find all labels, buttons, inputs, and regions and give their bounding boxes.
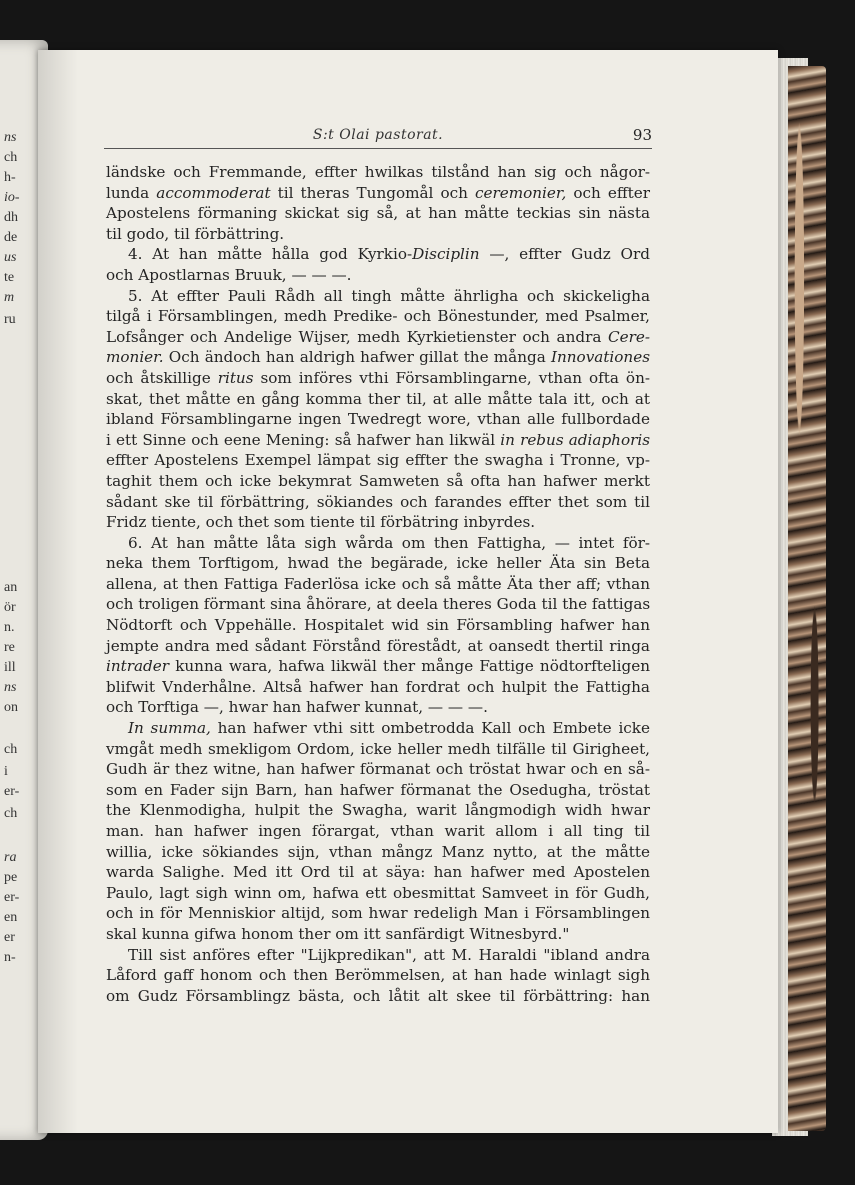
text-run: willia, icke sökiandes sijn, vthan mångz Manz nytto, at the måtte <box>106 842 650 861</box>
text-run: Apostelens förmaning skickat sig så, at han måtte teckias sin nästa <box>106 204 650 223</box>
text-line <box>106 842 650 863</box>
text-run: allena, at then Fattiga Faderlösa icke och så måtte Äta ther aff; vthan <box>106 574 650 593</box>
facing-page-fragment: n. <box>4 620 15 635</box>
text-run: Fridz tiente, och thet som tiente til förbätring inbyrdes. <box>106 513 536 532</box>
text-run: Paulo, lagt sigh winn om, hafwa ett obesmittat Samveet in för Gudh, <box>106 883 650 902</box>
italic-term: accommoderat <box>156 183 271 202</box>
facing-page-fragment: ör <box>4 600 16 615</box>
text-run: 6. At han måtte låta sigh wårda om then Fattigha, — intet för- <box>128 533 650 552</box>
running-title: S:t Olai pastorat. <box>312 127 444 143</box>
text-run: Gudh är thez witne, han hafwer förmanat och tröstat hwar och en så- <box>106 760 650 779</box>
text-run: Lofsånger och Andelige Wijser, medh Kyrkietienster och andra <box>106 327 608 346</box>
text-line <box>106 183 650 204</box>
text-line <box>106 883 650 904</box>
facing-page-fragment: n- <box>4 950 16 965</box>
italic-term: ritus <box>217 368 254 387</box>
text-run: skal kunna gifwa honom ther om itt sanfärdigt Witnesbyrd." <box>106 924 570 943</box>
facing-page-fragment: ns <box>4 680 17 695</box>
italic-term: Cere- <box>608 327 650 346</box>
text-run: och in för Menniskior altijd, som hwar redeligh Man i Församblingen <box>106 904 650 923</box>
text-line <box>106 327 650 348</box>
text-line <box>106 553 650 574</box>
facing-page-fragment: pe <box>4 870 18 885</box>
text-run: Till sist anföres efter "Lijkpredikan", att M. Haraldi "ibland andra <box>128 945 650 964</box>
italic-term: in rebus adiaphoris <box>500 430 650 449</box>
text-run: effter Apostelens Exempel lämpat sig effter the swagha i Tronne, vp- <box>106 451 650 470</box>
text-run: vmgåt medh smekligom Ordom, icke heller medh tilfälle til Girigheet, <box>106 739 650 758</box>
text-line <box>106 203 650 224</box>
text-run: taghit them och icke bekymrat Samweten så ofta han hafwer merkt <box>106 471 650 490</box>
text-run: 5. At effter Pauli Rådh all tingh måtte ährligha och skickeligha <box>128 286 650 305</box>
facing-page-fragment: ch <box>4 806 18 821</box>
text-run: 4. At han måtte hålla god Kyrkio- <box>128 245 413 264</box>
text-line <box>106 965 650 986</box>
text-run: han hafwer vthi sitt ombetrodda Kall och Embete icke <box>210 719 650 738</box>
text-run: ibland Församblingarne ingen Twedregt wore, vthan alle fullbordade <box>106 410 650 429</box>
text-run: the Klenmodigha, hulpit the Swagha, warit långmodigh widh hwar <box>106 801 650 820</box>
text-line <box>106 800 650 821</box>
text-run: om Gudz Församblingz bästa, och låtit alt skee til förbättring: han <box>106 986 650 1005</box>
facing-page-fragment: h- <box>4 170 16 185</box>
text-run: —, effter Gudz Ord <box>479 245 650 264</box>
text-line <box>106 739 650 760</box>
text-line <box>106 533 650 554</box>
text-run: och Torftiga —, hwar han hafwer kunnat, — — —. <box>106 698 488 717</box>
facing-page-fragment: er <box>4 930 15 945</box>
facing-page-fragment: ill <box>4 660 16 675</box>
facing-page-fragment: de <box>4 230 18 245</box>
italic-term: Disciplin <box>412 245 480 264</box>
text-run: Nödtorft och Vppehälle. Hospitalet wid sin Försambling hafwer han <box>106 616 650 635</box>
facing-page-fragment: ru <box>4 312 16 327</box>
text-line <box>106 903 650 924</box>
text-line <box>106 492 650 513</box>
text-line <box>106 636 650 657</box>
text-line <box>106 780 650 801</box>
text-line <box>106 718 650 739</box>
text-run: tilgå i Församblingen, medh Predike- och Bönestunder, med Psalmer, <box>106 307 650 326</box>
text-line <box>106 409 650 430</box>
text-line <box>106 759 650 780</box>
text-line <box>106 862 650 883</box>
italic-term: monier. <box>106 348 164 367</box>
facing-page-fragment: ra <box>4 850 17 865</box>
text-run: och Apostlarnas Bruuk, — — —. <box>106 265 352 284</box>
facing-page-fragment: en <box>4 910 18 925</box>
text-line <box>106 450 650 471</box>
text-line <box>106 286 650 307</box>
facing-page-fragment: te <box>4 270 15 285</box>
italic-term: In summa, <box>128 719 211 738</box>
facing-page-fragment: er- <box>4 784 20 799</box>
facing-page-fragment: m <box>4 290 15 305</box>
marbled-book-edge <box>788 66 826 1131</box>
text-run: ländske och Fremmande, effter hwilkas tilstånd han sig och någor- <box>106 163 650 181</box>
text-line <box>106 306 650 327</box>
facing-page-fragment: ns <box>4 130 17 145</box>
text-run: Och ändoch han aldrigh hafwer gillat the många <box>163 348 551 367</box>
italic-term: intrader <box>106 657 170 676</box>
running-header <box>104 124 652 149</box>
text-line <box>106 615 650 636</box>
text-run: man. han hafwer ingen förargat, vthan warit allom i all ting til <box>106 822 650 840</box>
text-line <box>106 924 650 945</box>
text-run: som en Fader sijn Barn, han hafwer förmanat the Osedugha, tröstat <box>106 780 650 799</box>
text-run: kunna wara, hafwa likwäl ther månge Fattige nödtorfteligen <box>169 657 650 676</box>
text-run: neka them Torftigom, hwad the begärade, icke heller Äta sin Beta <box>106 554 650 573</box>
facing-page-fragment: er- <box>4 890 20 905</box>
facing-page-fragment: on <box>4 700 18 715</box>
facing-page-fragment: dh <box>4 210 18 225</box>
text-line <box>106 821 650 842</box>
text-line <box>106 656 650 677</box>
page-number: 93 <box>632 126 652 144</box>
text-line <box>106 430 650 451</box>
text-line <box>106 471 650 492</box>
text-run: blifwit Vnderhålne. Altså hafwer han fordrat och hulpit the Fattigha <box>106 677 650 696</box>
text-run: skat, thet måtte en gång komma ther til, at alle måtte tala itt, och at <box>106 389 650 408</box>
book-page <box>38 50 778 1133</box>
text-run: til theras Tungomål och <box>270 183 475 202</box>
text-run: i ett Sinne och eene Mening: så hafwer han likwäl <box>106 430 501 449</box>
facing-page-fragment: us <box>4 250 17 265</box>
text-run: lunda <box>106 183 157 202</box>
text-line <box>106 347 650 368</box>
text-line <box>106 389 650 410</box>
text-run: Låford gaff honom och then Berömmelsen, at han hade winlagt sigh <box>106 966 650 985</box>
text-line <box>106 224 650 245</box>
italic-term: Innovationes <box>550 348 650 367</box>
text-line <box>106 986 650 1007</box>
text-line <box>106 265 650 286</box>
text-run: och åtskillige <box>106 368 218 387</box>
body-text <box>106 162 650 1006</box>
text-line <box>106 162 650 183</box>
facing-page-fragment: ch <box>4 742 18 757</box>
text-run: til godo, til förbättring. <box>106 224 285 243</box>
italic-term: ceremonier, <box>474 183 567 202</box>
text-run: jempte andra med sådant Förstånd förestådt, at oansedt thertil ringa <box>106 636 650 655</box>
facing-page-fragment: io- <box>4 190 20 205</box>
text-run: som införes vthi Församblingarne, vthan ofta ön- <box>253 368 650 387</box>
text-run: och effter <box>566 183 650 202</box>
text-run: warda Salighe. Med itt Ord til at säya: han hafwer med Apostelen <box>106 863 650 882</box>
text-run: sådant ske til förbättring, sökiandes och farandes effter thet som til <box>106 492 650 511</box>
facing-page-fragment: an <box>4 580 18 595</box>
text-line <box>106 945 650 966</box>
text-line <box>106 244 650 265</box>
text-line <box>106 594 650 615</box>
text-run: och troligen förmant sina åhörare, at deela theres Goda til the fattigas <box>106 595 651 614</box>
text-line <box>106 677 650 698</box>
text-line <box>106 574 650 595</box>
facing-page-fragment: re <box>4 640 15 655</box>
text-line <box>106 512 650 533</box>
text-line <box>106 697 650 718</box>
facing-page-fragment: ch <box>4 150 18 165</box>
facing-page-fragment: i <box>4 764 8 779</box>
gutter-shadow <box>38 50 78 1133</box>
text-line <box>106 368 650 389</box>
